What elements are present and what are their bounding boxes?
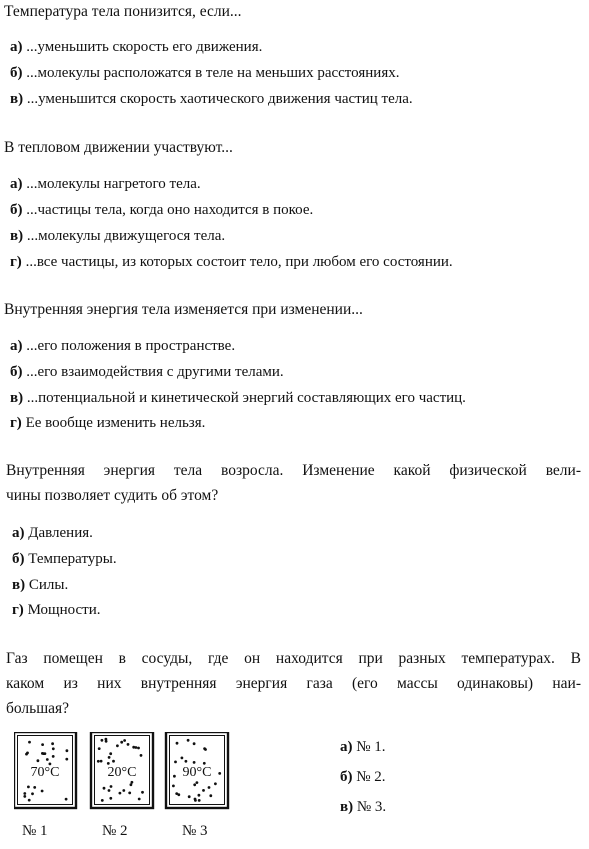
option-letter: а) [10, 338, 23, 354]
particle-dot [103, 787, 106, 790]
particle-dot [177, 793, 180, 796]
particle-dot [130, 783, 133, 786]
particle-dot [97, 760, 100, 763]
option-text: № 2. [352, 769, 386, 785]
option-letter: в) [10, 228, 24, 244]
particle-dot [122, 789, 125, 792]
particle-dot [140, 754, 143, 757]
particle-dot [46, 758, 49, 761]
particle-dot [109, 797, 112, 800]
particle-dot [41, 790, 44, 793]
question-4-text-line-2: чины позволяет судить об этом? [6, 487, 219, 504]
particle-dot [52, 755, 55, 758]
question-4-option-b [12, 550, 117, 568]
question-2-option-a [10, 175, 201, 193]
option-letter: а) [340, 739, 353, 755]
particle-dot [101, 739, 104, 742]
vessel-1 [14, 732, 76, 808]
vessel-2-temp: 20°С [107, 765, 137, 780]
particle-dot [137, 747, 140, 750]
option-text: ...частицы тела, когда оно находится в покое. [22, 202, 314, 218]
question-4-text-line-1: Внутренняя энергия тела возросла. Изменение какой физической вели- [6, 462, 581, 479]
option-letter: а) [12, 525, 25, 541]
option-letter: б) [10, 202, 23, 218]
option-letter: в) [10, 390, 24, 406]
option-text: № 1. [352, 739, 386, 755]
option-text: № 3. [353, 799, 387, 815]
option-text: ...молекулы нагретого тела. [22, 176, 201, 192]
particle-dot [123, 739, 126, 742]
question-3-option-b [10, 363, 284, 381]
question-3-option-a [10, 337, 235, 355]
particle-dot [198, 794, 201, 797]
vessel-2 [91, 732, 153, 808]
question-1-text: Температура тела понизится, если... [4, 3, 242, 20]
question-3-option-d [10, 414, 205, 432]
particle-dot [131, 781, 134, 784]
question-5-option-c [340, 798, 386, 816]
vessel-3 [166, 732, 228, 808]
particle-dot [37, 759, 40, 762]
particle-dot [105, 738, 108, 741]
vessel-2-label: № 2 [102, 823, 128, 839]
option-text: Температуры. [24, 551, 117, 567]
option-text: ...молекулы движущегося тела. [23, 228, 226, 244]
question-4-option-c [12, 576, 68, 594]
particle-dot [31, 792, 34, 795]
particle-dot [119, 792, 122, 795]
option-text: ...его взаимодействия с другими телами. [22, 364, 284, 380]
particle-dot [101, 799, 104, 802]
option-letter: б) [12, 551, 25, 567]
particle-dot [109, 752, 112, 755]
particle-dot [110, 785, 113, 788]
vessel-3-temp: 90°С [182, 765, 212, 780]
option-letter: г) [12, 602, 24, 618]
particle-dot [112, 760, 115, 763]
vessels-drawing [14, 732, 264, 812]
option-text: ...уменьшить скорость его движения. [22, 39, 263, 55]
option-text: Ее вообще изменить нельзя. [21, 415, 206, 431]
vessel-1-label: № 1 [22, 823, 48, 839]
particle-dot [128, 792, 131, 795]
particle-dot [209, 794, 212, 797]
question-5-option-a [340, 738, 386, 756]
particle-dot [185, 760, 188, 763]
particle-dot [120, 741, 123, 744]
particle-dot [116, 744, 119, 747]
particle-dot [33, 786, 36, 789]
particle-dot [28, 741, 31, 744]
question-4-option-a [12, 524, 93, 542]
particle-dot [172, 785, 175, 788]
option-letter: а) [10, 176, 23, 192]
question-5-option-b [340, 768, 386, 786]
particle-dot [108, 789, 111, 792]
particle-dot [27, 786, 30, 789]
option-text: ...уменьшится скорость хаотического движения частиц тела. [23, 91, 413, 107]
question-4-option-d [12, 601, 100, 619]
particle-dot [23, 792, 26, 795]
particle-dot [65, 758, 68, 761]
particle-dot [176, 742, 179, 745]
option-letter: в) [12, 577, 26, 593]
particle-dot [51, 742, 54, 745]
particle-dot [173, 775, 176, 778]
particle-dot [127, 743, 130, 746]
option-text: Мощности. [23, 602, 101, 618]
particle-dot [98, 747, 101, 750]
particle-dot [174, 761, 177, 764]
particle-dot [141, 791, 144, 794]
particle-dot [23, 795, 26, 798]
particle-dot [108, 756, 111, 759]
particle-dot [28, 799, 31, 802]
option-text: ...все частицы, из которых состоит тело, при любом его состоянии. [21, 254, 453, 270]
option-text: ...его положения в пространстве. [22, 338, 236, 354]
particle-dot [204, 748, 207, 751]
option-text: Силы. [25, 577, 69, 593]
question-1-option-b [10, 64, 399, 82]
vessels-figure [14, 732, 264, 840]
option-letter: г) [10, 415, 22, 431]
option-text: ...молекулы расположатся в теле на меньших расстояниях. [22, 65, 400, 81]
particle-dot [193, 761, 196, 764]
particle-dot [193, 742, 196, 745]
particle-dot [135, 746, 138, 749]
option-text: ...потенциальной и кинетической энергий составляющих его частиц. [23, 390, 466, 406]
option-text: Давления. [24, 525, 93, 541]
option-letter: в) [10, 91, 24, 107]
particle-dot [214, 782, 217, 785]
particle-dot [138, 798, 141, 801]
particle-dot [218, 772, 221, 775]
particle-dot [66, 749, 69, 752]
particle-dot [202, 789, 205, 792]
question-2-option-d [10, 253, 453, 271]
option-letter: а) [10, 39, 23, 55]
vessel-3-label: № 3 [182, 823, 208, 839]
question-1-option-a [10, 38, 262, 56]
particle-dot [188, 795, 191, 798]
question-2-text: В тепловом движении участвуют... [4, 139, 233, 156]
question-3-option-c [10, 389, 466, 407]
question-3-text: Внутренняя энергия тела изменяется при изменении... [4, 301, 363, 318]
particle-dot [193, 783, 196, 786]
question-1-option-c [10, 90, 413, 108]
particle-dot [52, 747, 55, 750]
particle-dot [198, 799, 201, 802]
option-letter: г) [10, 254, 22, 270]
particle-dot [42, 752, 45, 755]
particle-dot [100, 760, 103, 763]
question-5-text-line-3: большая? [6, 700, 70, 717]
question-2-option-c [10, 227, 225, 245]
option-letter: б) [340, 769, 353, 785]
question-2-option-b [10, 201, 313, 219]
particle-dot [187, 739, 190, 742]
question-5-text-line-1: Газ помещен в сосуды, где он находится при разных температурах. В [6, 650, 581, 667]
vessel-1-temp: 70°С [30, 765, 60, 780]
particle-dot [26, 752, 29, 755]
option-letter: в) [340, 799, 354, 815]
option-letter: б) [10, 65, 23, 81]
particle-dot [208, 786, 211, 789]
particle-dot [181, 757, 184, 760]
option-letter: б) [10, 364, 23, 380]
particle-dot [41, 743, 44, 746]
particle-dot [194, 799, 197, 802]
particle-dot [65, 798, 68, 801]
particle-dot [196, 781, 199, 784]
question-5-text-line-2: каком из них внутренняя энергия газа (его массы одинаковы) наи- [6, 675, 581, 692]
